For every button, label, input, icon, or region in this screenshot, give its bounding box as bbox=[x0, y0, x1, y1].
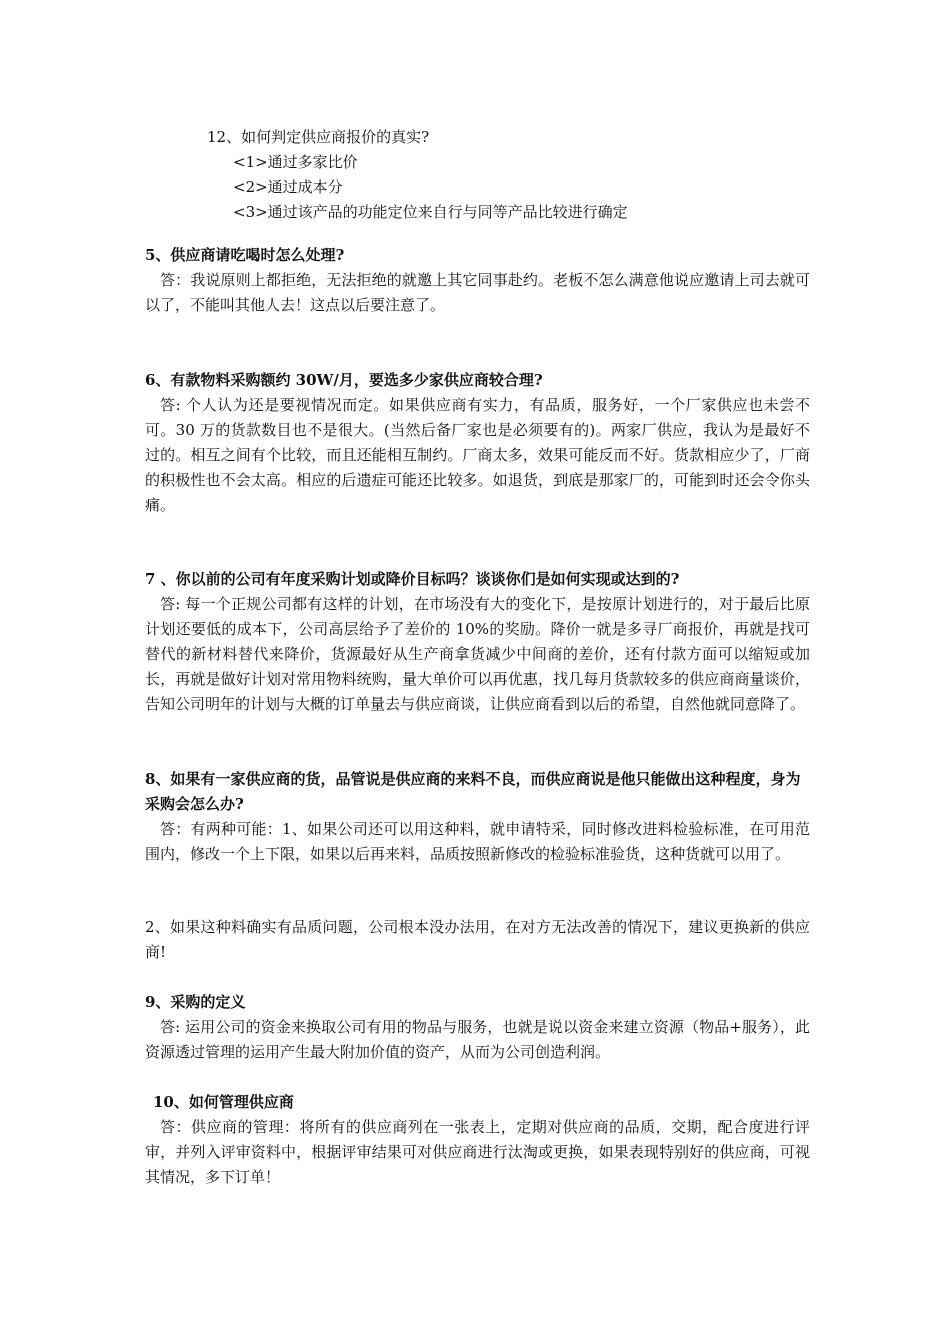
q10-section bbox=[145, 1090, 810, 1190]
q9-section bbox=[145, 990, 810, 1065]
q12-item-3: <3>通过该产品的功能定位来自行与同等产品比较进行确定 bbox=[233, 203, 628, 221]
q8-answer: 答：有两种可能：1、如果公司还可以用这种料，就申请特采，同时修改进料检验标准，在可用范围内，修改一个上下限，如果以后再来料，品质按照新修改的检验标准验货，这种货就可以用了。 bbox=[145, 820, 810, 863]
q8-answer2: 2、如果这种料确实有品质问题，公司根本没办法用，在对方无法改善的情况下，建议更换新的供应商! bbox=[145, 918, 810, 961]
q10-title: 10、如何管理供应商 bbox=[153, 1093, 294, 1111]
q7-title: 7 、你以前的公司有年度采购计划或降价目标吗？谈谈你们是如何实现或达到的? bbox=[145, 570, 680, 588]
q8-section bbox=[145, 767, 810, 867]
q10-answer: 答：供应商的管理：将所有的供应商列在一张表上，定期对供应商的品质，交期，配合度进行评审，并列入评审资料中，根据评审结果可对供应商进行汰淘或更换，如果表现特别好的供应商，可视其情况，多下订单！ bbox=[145, 1118, 810, 1186]
q12-item-2: <2>通过成本分 bbox=[233, 178, 343, 196]
q9-answer: 答: 运用公司的资金来换取公司有用的物品与服务，也就是说以资金来建立资源（物品+服务），此资源透过管理的运用产生最大附加价值的资产，从而为公司创造利润。 bbox=[145, 1018, 810, 1061]
q5-answer: 答：我说原则上都拒绝，无法拒绝的就邀上其它同事赴约。老板不怎么满意他说应邀请上司去就可以了，不能叫其他人去！这点以后要注意了。 bbox=[145, 271, 810, 314]
q5-section bbox=[145, 243, 810, 318]
q5-title: 5、供应商请吃喝时怎么处理? bbox=[145, 246, 345, 264]
q7-answer: 答: 每一个正规公司都有这样的计划，在市场没有大的变化下，是按原计划进行的，对于最后比原计划还要低的成本下，公司高层给予了差价的 10%的奖励。降价一就是多寻厂商报价，再就是找可替代的新材料替代来降价，货源最好从生产商拿货减少中间商的差价，还有付款方面可以缩短或加长，再就是做好计划对常用物料统购，量大单价可以再优惠，找几每月货款较多的供应商商量谈价，告知公司明年的计划与大概的订单量去与供应商谈，让供应商看到以后的希望，自然他就同意降了。 bbox=[145, 595, 810, 713]
q9-title: 9、采购的定义 bbox=[145, 993, 246, 1011]
q12-title: 12、如何判定供应商报价的真实? bbox=[207, 128, 430, 146]
q7-section bbox=[145, 567, 810, 717]
q6-section bbox=[145, 368, 810, 518]
q8-title: 8、如果有一家供应商的货，品管说是供应商的来料不良，而供应商说是他只能做出这种程度，身为采购会怎么办? bbox=[145, 770, 801, 813]
q12-item-1: <1>通过多家比价 bbox=[233, 153, 358, 171]
q6-title: 6、有款物料采购额约 30W/月，要选多少家供应商较合理? bbox=[145, 371, 543, 389]
q6-answer: 答: 个人认为还是要视情况而定。如果供应商有实力，有品质，服务好，一个厂家供应也未尝不可。30 万的货款数目也不是很大。(当然后备厂家也是必须要有的)。两家厂供应，我认为是最好不过的。相互之间有个比较，而且还能相互制约。厂商太多，效果可能反而不好。货款相应少了，厂商的积极性也不会太高。相应的后遗症可能还比较多。如退货，到底是那家厂的，可能到时还会令你头痛。 bbox=[145, 396, 810, 514]
q8-answer2-block bbox=[145, 915, 810, 965]
